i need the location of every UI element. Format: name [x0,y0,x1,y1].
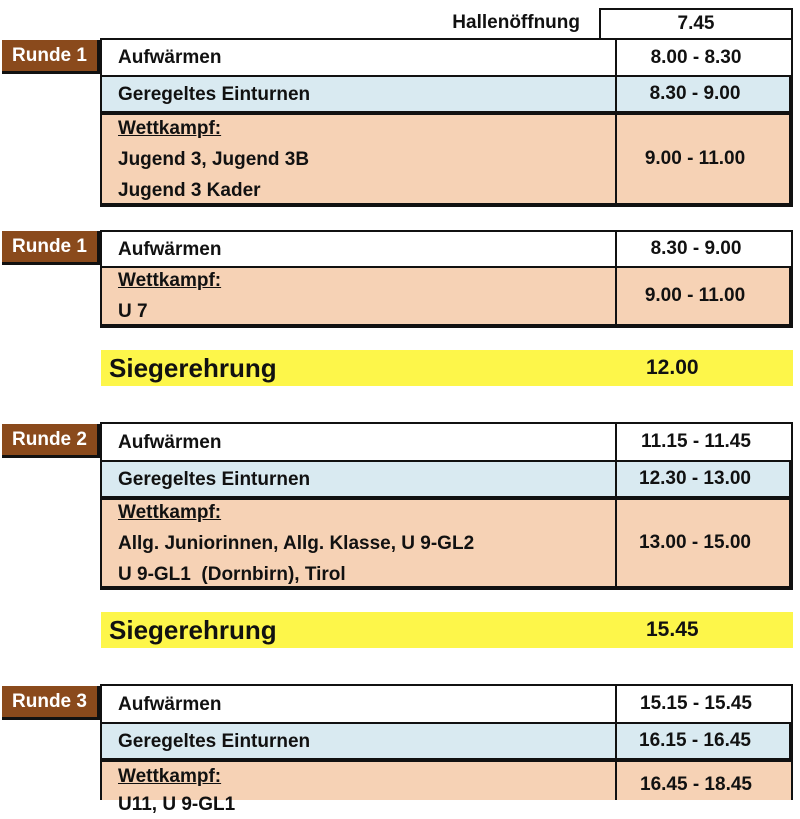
award-ceremony-label: Siegerehrung [109,615,277,645]
time-cell: 16.15 - 16.45 [639,730,751,751]
round-badge: Runde 1 [2,231,100,265]
time-cell: 9.00 - 11.00 [644,148,746,169]
competition-line: U11, U 9-GL1 [118,794,236,815]
table-row [100,77,793,115]
time-cell: 13.00 - 15.00 [639,532,751,553]
round-badge: Runde 3 [2,686,100,720]
table-row [100,500,793,590]
round-badge: Runde 1 [2,40,100,74]
hall-opening-label: Hallenöffnung [452,12,580,33]
table-row [100,462,793,500]
time-cell: 15.15 - 15.45 [640,693,752,714]
time-cell: 12.30 - 13.00 [639,468,751,489]
competition-line: U 7 [118,301,148,322]
competition-line: U 9-GL1 (Dornbirn), Tirol [118,563,346,585]
table-row [100,115,793,207]
time-cell: 8.00 - 8.30 [650,46,742,68]
competition-heading: Wettkampf: [118,117,222,139]
award-ceremony-label: Siegerehrung [109,353,277,383]
competition-line: Jugend 3 Kader [118,179,261,201]
activity-label: Geregeltes Einturnen [118,730,311,752]
time-cell: 16.45 - 18.45 [640,774,752,795]
activity-label: Geregeltes Einturnen [118,468,311,490]
table-row [100,38,793,77]
competition-heading: Wettkampf: [118,270,222,291]
table-row [100,684,793,724]
competition-line: Allg. Juniorinnen, Allg. Klasse, U 9-GL2 [118,532,475,554]
activity-label: Aufwärmen [118,431,222,453]
award-ceremony-time: 12.00 [646,356,699,379]
hall-opening-time: 7.45 [599,8,793,38]
activity-label: Aufwärmen [118,693,222,715]
competition-heading: Wettkampf: [118,766,222,787]
round-badge: Runde 2 [2,424,100,458]
activity-label: Geregeltes Einturnen [118,83,311,105]
time-cell: 8.30 - 9.00 [650,238,742,259]
time-cell: 8.30 - 9.00 [649,83,741,104]
award-ceremony-bar [101,612,793,648]
table-row [100,724,793,762]
time-cell: 9.00 - 11.00 [644,285,746,306]
table-row [100,268,793,328]
activity-label: Aufwärmen [118,238,222,260]
competition-line: Jugend 3, Jugend 3B [118,148,310,170]
table-row [100,422,793,462]
competition-heading: Wettkampf: [118,501,222,523]
table-row [100,230,793,268]
award-ceremony-time: 15.45 [646,618,699,641]
activity-label: Aufwärmen [118,47,222,68]
award-ceremony-bar [101,350,793,386]
table-row [100,762,793,815]
time-cell: 11.15 - 11.45 [641,431,751,452]
